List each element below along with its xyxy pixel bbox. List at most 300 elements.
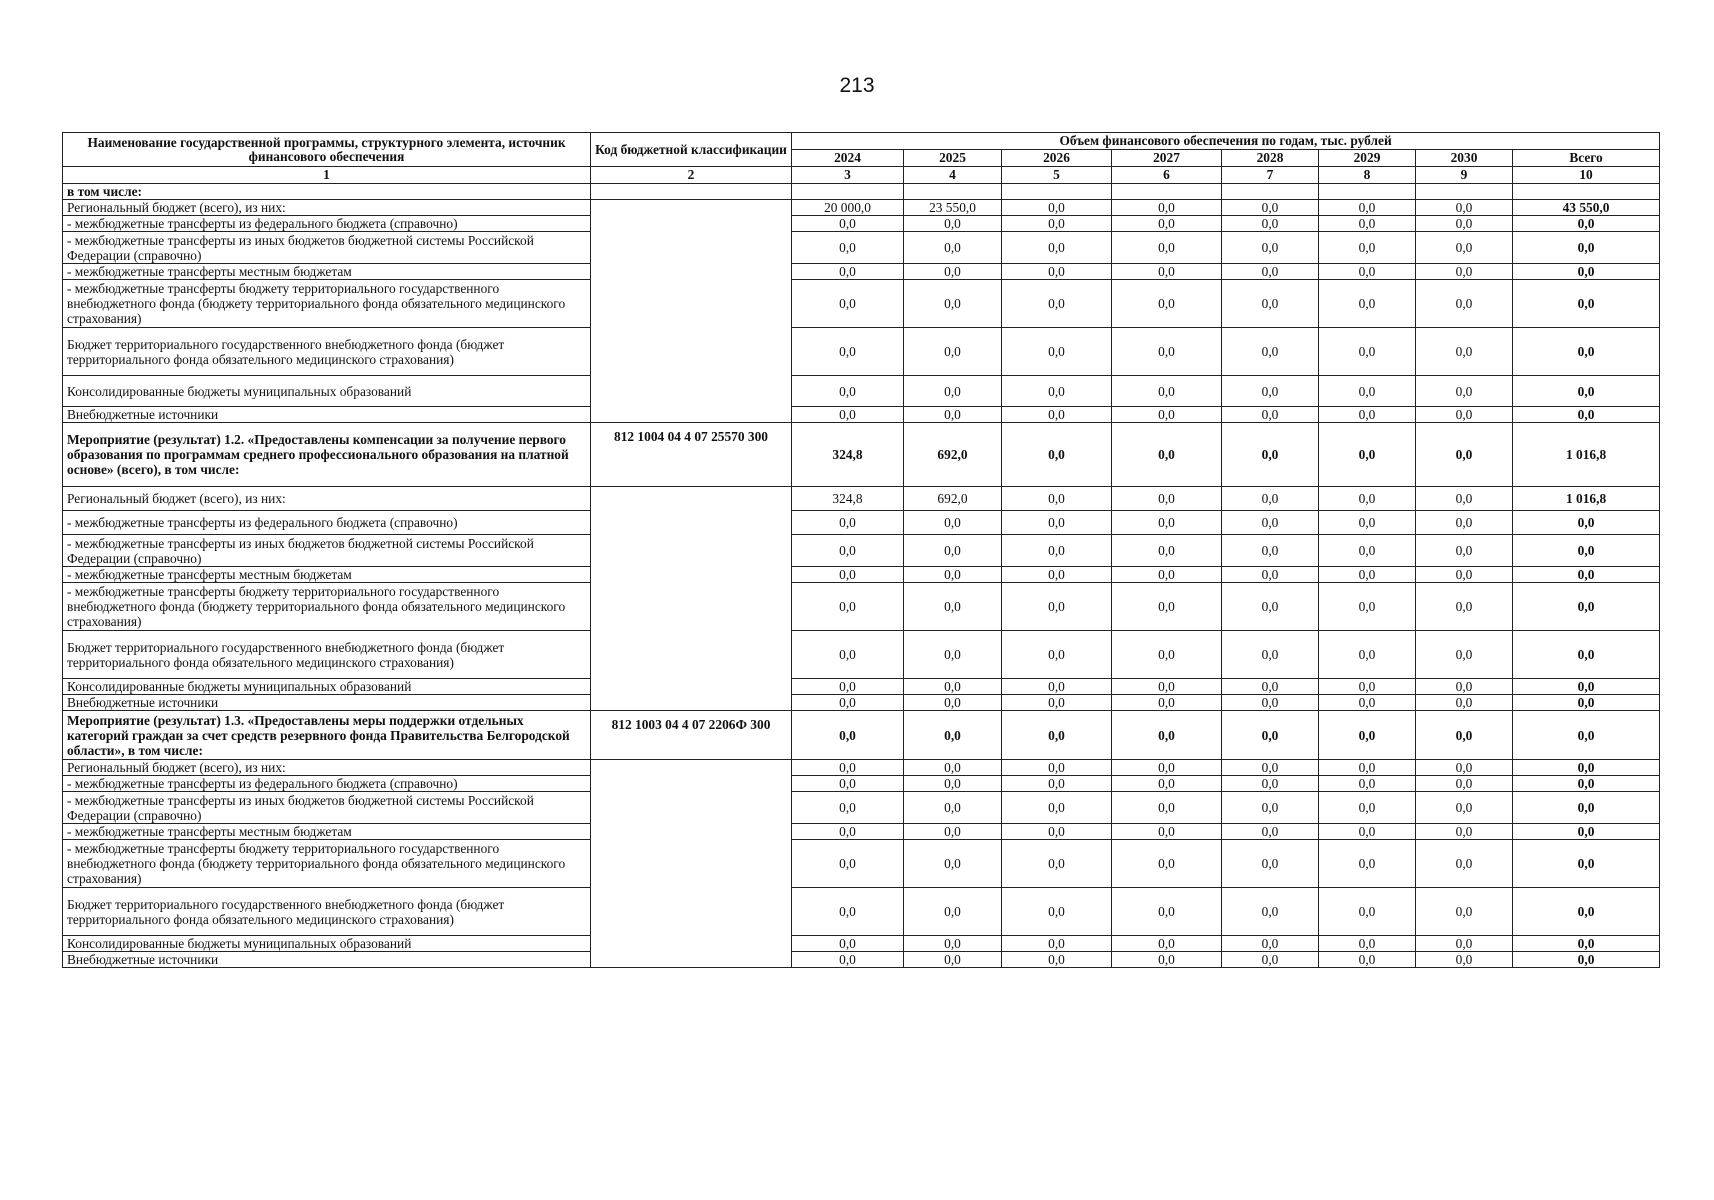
value-cell: 0,0: [1319, 535, 1416, 567]
value-cell: 324,8: [792, 487, 904, 511]
row-code: 812 1004 04 4 07 25570 300: [591, 423, 792, 487]
value-cell: 0,0: [1319, 200, 1416, 216]
total-cell: 0,0: [1513, 888, 1660, 936]
row-name: Внебюджетные источники: [63, 952, 591, 968]
table-row: [63, 567, 1660, 583]
value-cell: 0,0: [1319, 232, 1416, 264]
value-cell: 0,0: [1416, 760, 1513, 776]
value-cell: 0,0: [904, 840, 1002, 888]
value-cell: 0,0: [1319, 792, 1416, 824]
value-cell: 0,0: [1319, 511, 1416, 535]
row-name: Бюджет территориального государственного внебюджетного фонда (бюджет территориального фонда обязательного медицинского страхования): [63, 328, 591, 376]
value-cell: 0,0: [1002, 535, 1112, 567]
table-row: [63, 583, 1660, 631]
page-number: 213: [839, 74, 875, 97]
value-cell: 0,0: [1222, 407, 1319, 423]
value-cell: 0,0: [1002, 583, 1112, 631]
value-cell: 0,0: [1222, 511, 1319, 535]
value-cell: 0,0: [1416, 679, 1513, 695]
column-number: 10: [1513, 167, 1660, 184]
value-cell: 0,0: [1112, 936, 1222, 952]
value-cell: 0,0: [1112, 407, 1222, 423]
value-cell: 0,0: [1222, 840, 1319, 888]
value-cell: 324,8: [792, 423, 904, 487]
value-cell: [1112, 184, 1222, 200]
value-cell: 0,0: [904, 888, 1002, 936]
value-cell: 0,0: [1416, 376, 1513, 407]
total-cell: 0,0: [1513, 280, 1660, 328]
value-cell: 0,0: [1002, 952, 1112, 968]
value-cell: 0,0: [1222, 280, 1319, 328]
header-year: 2025: [904, 150, 1002, 167]
financing-table: [62, 132, 1660, 968]
row-name: Мероприятие (результат) 1.3. «Предоставлены меры поддержки отдельных категорий граждан за счет средств резервного фонда Правительства Белгородской области», в том числе:: [63, 711, 591, 760]
column-number: 8: [1319, 167, 1416, 184]
value-cell: 0,0: [1416, 936, 1513, 952]
value-cell: 0,0: [1112, 280, 1222, 328]
value-cell: 0,0: [1112, 567, 1222, 583]
total-cell: 1 016,8: [1513, 487, 1660, 511]
table-row: [63, 487, 1660, 511]
value-cell: 0,0: [1002, 216, 1112, 232]
value-cell: 0,0: [904, 631, 1002, 679]
value-cell: 0,0: [1112, 776, 1222, 792]
table-row: [63, 232, 1660, 264]
value-cell: 0,0: [1222, 200, 1319, 216]
value-cell: 0,0: [1319, 264, 1416, 280]
value-cell: 0,0: [1319, 567, 1416, 583]
row-name: Внебюджетные источники: [63, 407, 591, 423]
value-cell: 0,0: [792, 376, 904, 407]
value-cell: 0,0: [1319, 824, 1416, 840]
value-cell: 0,0: [1222, 776, 1319, 792]
table-row: [63, 840, 1660, 888]
table-row: [63, 423, 1660, 487]
header-year: 2027: [1112, 150, 1222, 167]
value-cell: 0,0: [1222, 679, 1319, 695]
value-cell: 0,0: [904, 264, 1002, 280]
value-cell: 0,0: [1002, 328, 1112, 376]
value-cell: 0,0: [1416, 511, 1513, 535]
column-number: 6: [1112, 167, 1222, 184]
row-name: - межбюджетные трансферты из иных бюджетов бюджетной системы Российской Федерации (справочно): [63, 792, 591, 824]
value-cell: 0,0: [1319, 679, 1416, 695]
value-cell: 0,0: [1416, 888, 1513, 936]
value-cell: 0,0: [1002, 888, 1112, 936]
row-name: Региональный бюджет (всего), из них:: [63, 200, 591, 216]
value-cell: 0,0: [1112, 200, 1222, 216]
value-cell: 0,0: [1112, 631, 1222, 679]
value-cell: 0,0: [792, 792, 904, 824]
value-cell: 0,0: [1319, 760, 1416, 776]
value-cell: 0,0: [904, 216, 1002, 232]
value-cell: 0,0: [1222, 376, 1319, 407]
value-cell: 0,0: [1002, 376, 1112, 407]
total-cell: 0,0: [1513, 695, 1660, 711]
value-cell: 0,0: [1002, 264, 1112, 280]
value-cell: 0,0: [1416, 535, 1513, 567]
row-name: - межбюджетные трансферты бюджету территориального государственного внебюджетного фонда (бюджету территориального фонда обязательного медицинского страхования): [63, 280, 591, 328]
table-row: [63, 824, 1660, 840]
value-cell: 0,0: [904, 376, 1002, 407]
column-number: 1: [63, 167, 591, 184]
column-number: 7: [1222, 167, 1319, 184]
value-cell: 0,0: [904, 328, 1002, 376]
row-name: Бюджет территориального государственного внебюджетного фонда (бюджет территориального фонда обязательного медицинского страхования): [63, 631, 591, 679]
value-cell: 0,0: [1222, 567, 1319, 583]
value-cell: 0,0: [1319, 407, 1416, 423]
row-name: Внебюджетные источники: [63, 695, 591, 711]
value-cell: 0,0: [1002, 423, 1112, 487]
value-cell: 20 000,0: [792, 200, 904, 216]
table-row: [63, 184, 1660, 200]
value-cell: 0,0: [792, 679, 904, 695]
table-body: [63, 184, 1660, 968]
value-cell: 0,0: [1112, 216, 1222, 232]
value-cell: [1222, 184, 1319, 200]
value-cell: [1416, 184, 1513, 200]
row-name: - межбюджетные трансферты из федерального бюджета (справочно): [63, 511, 591, 535]
header-total: Всего: [1513, 150, 1660, 167]
row-name: - межбюджетные трансферты из федерального бюджета (справочно): [63, 776, 591, 792]
total-cell: 0,0: [1513, 376, 1660, 407]
row-name: - межбюджетные трансферты из иных бюджетов бюджетной системы Российской Федерации (справочно): [63, 535, 591, 567]
value-cell: 0,0: [1002, 695, 1112, 711]
value-cell: 0,0: [1112, 695, 1222, 711]
total-cell: 0,0: [1513, 631, 1660, 679]
value-cell: 0,0: [1319, 376, 1416, 407]
value-cell: 0,0: [1222, 487, 1319, 511]
value-cell: 0,0: [1222, 328, 1319, 376]
value-cell: 0,0: [1319, 711, 1416, 760]
value-cell: 0,0: [792, 567, 904, 583]
value-cell: 0,0: [904, 679, 1002, 695]
value-cell: 0,0: [1416, 840, 1513, 888]
value-cell: 0,0: [1112, 679, 1222, 695]
table-row: [63, 631, 1660, 679]
value-cell: 0,0: [1319, 583, 1416, 631]
value-cell: 0,0: [792, 264, 904, 280]
value-cell: 0,0: [904, 711, 1002, 760]
value-cell: 0,0: [792, 888, 904, 936]
value-cell: 0,0: [1112, 535, 1222, 567]
value-cell: 0,0: [1319, 888, 1416, 936]
value-cell: 0,0: [904, 583, 1002, 631]
row-code: 812 1003 04 4 07 2206Ф 300: [591, 711, 792, 760]
value-cell: 692,0: [904, 487, 1002, 511]
value-cell: 0,0: [1222, 760, 1319, 776]
row-name: Региональный бюджет (всего), из них:: [63, 487, 591, 511]
value-cell: 0,0: [1112, 423, 1222, 487]
value-cell: 0,0: [1416, 232, 1513, 264]
row-code: [591, 184, 792, 200]
total-cell: 0,0: [1513, 936, 1660, 952]
value-cell: 0,0: [904, 760, 1002, 776]
value-cell: 0,0: [1222, 695, 1319, 711]
value-cell: 0,0: [792, 824, 904, 840]
value-cell: 0,0: [904, 936, 1002, 952]
value-cell: 0,0: [1112, 840, 1222, 888]
value-cell: 0,0: [1319, 423, 1416, 487]
row-code: [591, 760, 792, 968]
table-row: [63, 200, 1660, 216]
value-cell: 0,0: [1112, 583, 1222, 631]
row-name: Консолидированные бюджеты муниципальных образований: [63, 936, 591, 952]
table-row: [63, 535, 1660, 567]
value-cell: [1319, 184, 1416, 200]
table-row: [63, 792, 1660, 824]
row-name: Консолидированные бюджеты муниципальных образований: [63, 376, 591, 407]
total-cell: 0,0: [1513, 824, 1660, 840]
table-row: [63, 216, 1660, 232]
value-cell: [792, 184, 904, 200]
value-cell: 0,0: [1222, 631, 1319, 679]
value-cell: 0,0: [1112, 792, 1222, 824]
value-cell: 0,0: [1222, 824, 1319, 840]
row-name: Бюджет территориального государственного внебюджетного фонда (бюджет территориального фонда обязательного медицинского страхования): [63, 888, 591, 936]
header-year: 2030: [1416, 150, 1513, 167]
value-cell: 0,0: [1112, 760, 1222, 776]
column-number: 3: [792, 167, 904, 184]
value-cell: 0,0: [1222, 216, 1319, 232]
value-cell: 0,0: [1002, 936, 1112, 952]
value-cell: 0,0: [1002, 200, 1112, 216]
value-cell: 0,0: [792, 583, 904, 631]
total-cell: 0,0: [1513, 216, 1660, 232]
value-cell: 0,0: [1112, 487, 1222, 511]
value-cell: 0,0: [1112, 264, 1222, 280]
header-volume: Объем финансового обеспечения по годам, тыс. рублей: [792, 133, 1660, 150]
row-name: - межбюджетные трансферты местным бюджетам: [63, 824, 591, 840]
value-cell: 0,0: [1002, 232, 1112, 264]
total-cell: 0,0: [1513, 511, 1660, 535]
row-code: [591, 487, 792, 711]
value-cell: 0,0: [1416, 264, 1513, 280]
value-cell: 0,0: [1416, 695, 1513, 711]
value-cell: 0,0: [1222, 232, 1319, 264]
row-code: [591, 200, 792, 423]
value-cell: 0,0: [1002, 679, 1112, 695]
value-cell: [904, 184, 1002, 200]
value-cell: 0,0: [1416, 583, 1513, 631]
total-cell: 0,0: [1513, 328, 1660, 376]
row-name: Консолидированные бюджеты муниципальных образований: [63, 679, 591, 695]
value-cell: 0,0: [1222, 936, 1319, 952]
value-cell: 0,0: [904, 695, 1002, 711]
table-row: [63, 952, 1660, 968]
value-cell: 23 550,0: [904, 200, 1002, 216]
column-number: 9: [1416, 167, 1513, 184]
row-name: Региональный бюджет (всего), из них:: [63, 760, 591, 776]
table-row: [63, 376, 1660, 407]
total-cell: 43 550,0: [1513, 200, 1660, 216]
value-cell: 0,0: [904, 280, 1002, 328]
value-cell: 0,0: [1416, 711, 1513, 760]
value-cell: 0,0: [1416, 792, 1513, 824]
value-cell: 0,0: [1319, 328, 1416, 376]
column-number: 4: [904, 167, 1002, 184]
value-cell: 0,0: [904, 567, 1002, 583]
total-cell: 0,0: [1513, 711, 1660, 760]
column-number: 2: [591, 167, 792, 184]
row-name: - межбюджетные трансферты из федерального бюджета (справочно): [63, 216, 591, 232]
value-cell: 0,0: [1002, 567, 1112, 583]
table-row: [63, 280, 1660, 328]
value-cell: 0,0: [792, 407, 904, 423]
value-cell: 0,0: [1112, 888, 1222, 936]
row-name: в том числе:: [63, 184, 591, 200]
value-cell: 0,0: [1002, 840, 1112, 888]
table-row: [63, 776, 1660, 792]
value-cell: 0,0: [1222, 264, 1319, 280]
value-cell: 0,0: [792, 695, 904, 711]
value-cell: 0,0: [1416, 407, 1513, 423]
table-row: [63, 936, 1660, 952]
value-cell: 0,0: [1319, 776, 1416, 792]
value-cell: 0,0: [904, 952, 1002, 968]
value-cell: 0,0: [904, 511, 1002, 535]
value-cell: 0,0: [1222, 423, 1319, 487]
value-cell: 0,0: [904, 535, 1002, 567]
header-name: Наименование государственной программы, структурного элемента, источник финансового обеспечения: [63, 133, 591, 167]
value-cell: 0,0: [792, 216, 904, 232]
column-number: 5: [1002, 167, 1112, 184]
table-row: [63, 695, 1660, 711]
value-cell: 0,0: [792, 535, 904, 567]
header-year: 2024: [792, 150, 904, 167]
value-cell: 0,0: [1319, 280, 1416, 328]
value-cell: 0,0: [1002, 407, 1112, 423]
value-cell: 0,0: [1002, 760, 1112, 776]
value-cell: 0,0: [1002, 280, 1112, 328]
value-cell: 0,0: [792, 631, 904, 679]
value-cell: 0,0: [1002, 511, 1112, 535]
value-cell: 0,0: [1416, 824, 1513, 840]
table-row: [63, 888, 1660, 936]
value-cell: 0,0: [1319, 840, 1416, 888]
value-cell: 0,0: [792, 776, 904, 792]
total-cell: 0,0: [1513, 679, 1660, 695]
total-cell: 0,0: [1513, 232, 1660, 264]
header-code: Код бюджетной классификации: [591, 133, 792, 167]
value-cell: 0,0: [1002, 792, 1112, 824]
value-cell: 0,0: [1319, 216, 1416, 232]
value-cell: 0,0: [904, 792, 1002, 824]
table-row: [63, 679, 1660, 695]
total-cell: [1513, 184, 1660, 200]
value-cell: 0,0: [1222, 711, 1319, 760]
table-row: [63, 407, 1660, 423]
value-cell: 0,0: [1002, 776, 1112, 792]
row-name: - межбюджетные трансферты местным бюджетам: [63, 264, 591, 280]
total-cell: 0,0: [1513, 264, 1660, 280]
value-cell: 0,0: [1416, 631, 1513, 679]
total-cell: 0,0: [1513, 776, 1660, 792]
value-cell: 0,0: [1222, 792, 1319, 824]
table-row: [63, 264, 1660, 280]
value-cell: 0,0: [1112, 952, 1222, 968]
table-row: [63, 511, 1660, 535]
value-cell: 0,0: [1416, 567, 1513, 583]
value-cell: 0,0: [1112, 328, 1222, 376]
value-cell: 0,0: [792, 328, 904, 376]
value-cell: 0,0: [1112, 376, 1222, 407]
value-cell: 0,0: [1319, 952, 1416, 968]
value-cell: 0,0: [1416, 328, 1513, 376]
value-cell: 0,0: [792, 711, 904, 760]
value-cell: 0,0: [792, 232, 904, 264]
value-cell: 0,0: [792, 840, 904, 888]
value-cell: 0,0: [792, 280, 904, 328]
total-cell: 0,0: [1513, 407, 1660, 423]
value-cell: 0,0: [1002, 487, 1112, 511]
total-cell: 0,0: [1513, 760, 1660, 776]
total-cell: 0,0: [1513, 567, 1660, 583]
row-name: - межбюджетные трансферты бюджету территориального государственного внебюджетного фонда (бюджету территориального фонда обязательного медицинского страхования): [63, 583, 591, 631]
value-cell: 0,0: [1112, 711, 1222, 760]
table-row: [63, 328, 1660, 376]
value-cell: 0,0: [1222, 583, 1319, 631]
value-cell: 0,0: [792, 760, 904, 776]
value-cell: 0,0: [904, 232, 1002, 264]
value-cell: 0,0: [1319, 487, 1416, 511]
row-name: - межбюджетные трансферты бюджету территориального государственного внебюджетного фонда (бюджету территориального фонда обязательного медицинского страхования): [63, 840, 591, 888]
value-cell: 0,0: [1222, 535, 1319, 567]
value-cell: 0,0: [904, 407, 1002, 423]
total-cell: 1 016,8: [1513, 423, 1660, 487]
value-cell: 0,0: [1112, 511, 1222, 535]
value-cell: 0,0: [1416, 776, 1513, 792]
value-cell: 0,0: [904, 824, 1002, 840]
table-row: [63, 760, 1660, 776]
row-name: Мероприятие (результат) 1.2. «Предоставлены компенсации за получение первого образования по программам среднего профессионального образования на платной основе» (всего), в том числе:: [63, 423, 591, 487]
row-name: - межбюджетные трансферты местным бюджетам: [63, 567, 591, 583]
value-cell: 0,0: [1416, 952, 1513, 968]
value-cell: 0,0: [792, 936, 904, 952]
total-cell: 0,0: [1513, 952, 1660, 968]
value-cell: 0,0: [1416, 487, 1513, 511]
header-year: 2026: [1002, 150, 1112, 167]
header-year: 2029: [1319, 150, 1416, 167]
value-cell: 0,0: [1319, 936, 1416, 952]
value-cell: [1002, 184, 1112, 200]
header-year: 2028: [1222, 150, 1319, 167]
value-cell: 0,0: [792, 952, 904, 968]
value-cell: 0,0: [1319, 695, 1416, 711]
total-cell: 0,0: [1513, 792, 1660, 824]
value-cell: 0,0: [904, 776, 1002, 792]
value-cell: 0,0: [792, 511, 904, 535]
value-cell: 0,0: [1112, 824, 1222, 840]
value-cell: 0,0: [1416, 200, 1513, 216]
value-cell: 0,0: [1416, 423, 1513, 487]
total-cell: 0,0: [1513, 840, 1660, 888]
value-cell: 0,0: [1002, 631, 1112, 679]
total-cell: 0,0: [1513, 583, 1660, 631]
value-cell: 692,0: [904, 423, 1002, 487]
value-cell: 0,0: [1319, 631, 1416, 679]
total-cell: 0,0: [1513, 535, 1660, 567]
value-cell: 0,0: [1416, 216, 1513, 232]
value-cell: 0,0: [1222, 952, 1319, 968]
value-cell: 0,0: [1002, 824, 1112, 840]
value-cell: 0,0: [1416, 280, 1513, 328]
row-name: - межбюджетные трансферты из иных бюджетов бюджетной системы Российской Федерации (справочно): [63, 232, 591, 264]
value-cell: 0,0: [1112, 232, 1222, 264]
value-cell: 0,0: [1222, 888, 1319, 936]
value-cell: 0,0: [1002, 711, 1112, 760]
table-row: [63, 711, 1660, 760]
